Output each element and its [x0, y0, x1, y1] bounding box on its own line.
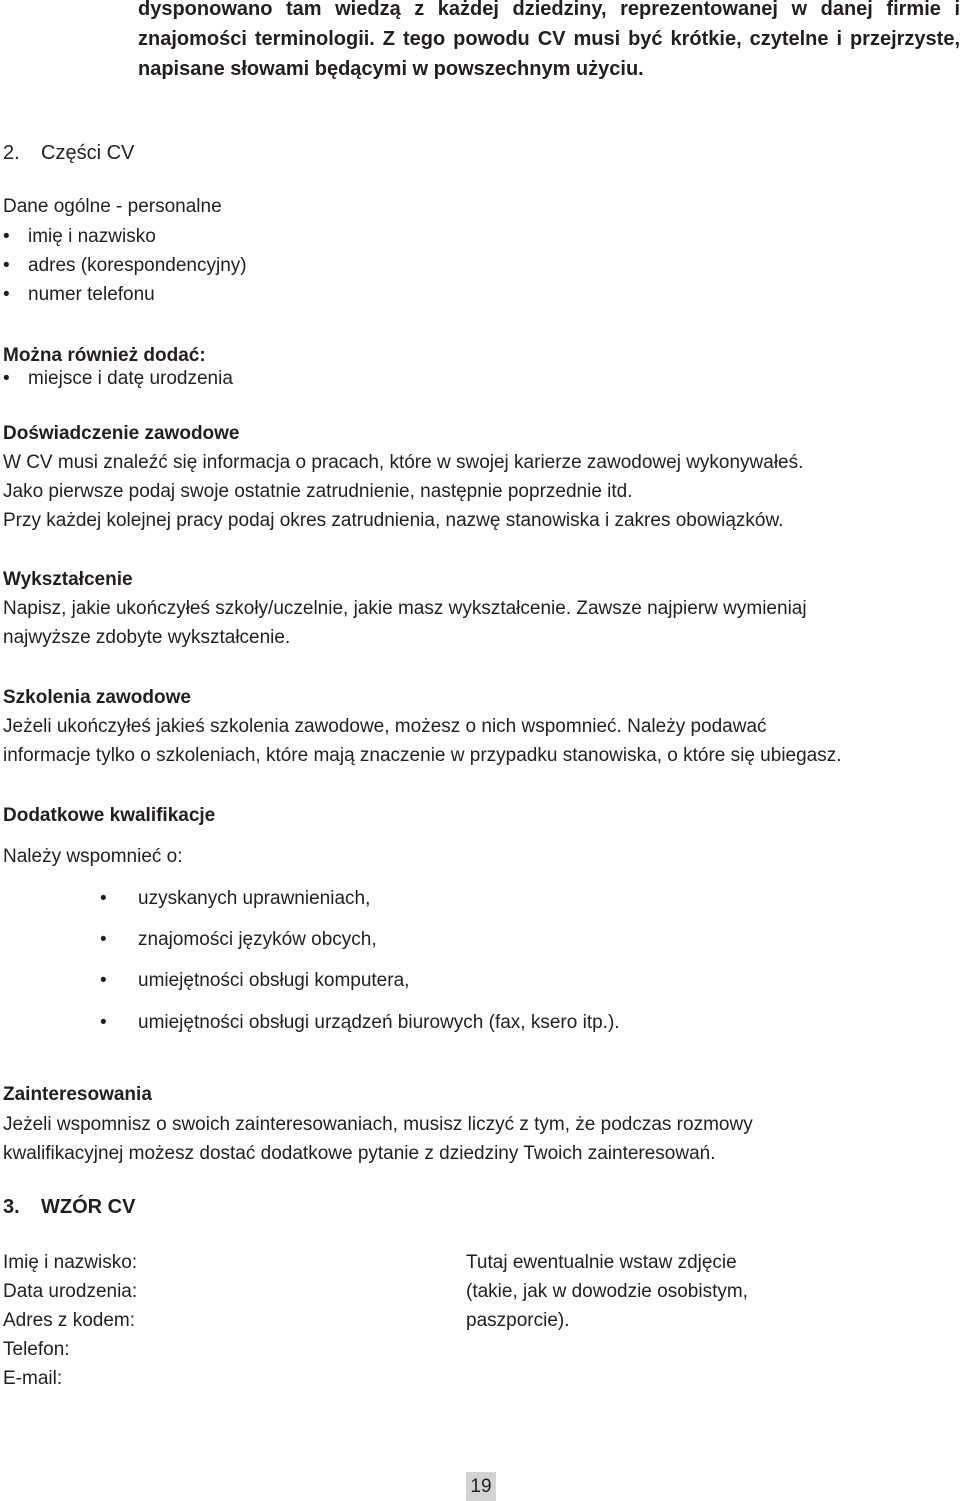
doswiadczenie-heading: Doświadczenie zawodowe	[3, 423, 240, 444]
list-item: • umiejętności obsługi urządzeń biurowych (fax, ksero itp.).	[100, 1012, 620, 1033]
intro-paragraph: dysponowano tam wiedzą z każdej dziedziny, reprezentowanej w danej firmie i znajomości terminologii. Z tego powodu CV musi być krótkie, czytelne i przejrzyste, napisane słowami będącymi w powszechnym użyciu.	[138, 0, 960, 80]
cv-field-label: Telefon:	[3, 1339, 70, 1360]
paragraph-line: Napisz, jakie ukończyłeś szkoły/uczelnie, jakie masz wykształcenie. Zawsze najpierw wymieniaj	[3, 598, 807, 619]
cv-field-label: Imię i nazwisko:	[3, 1252, 138, 1273]
szkolenia-heading: Szkolenia zawodowe	[3, 687, 191, 708]
list-item: • numer telefonu	[3, 284, 155, 305]
page-number: 19	[466, 1472, 496, 1501]
cv-field-label: Data urodzenia:	[3, 1281, 138, 1302]
paragraph-line: Jeżeli ukończyłeś jakieś szkolenia zawodowe, możesz o nich wspomnieć. Należy podawać	[3, 716, 767, 737]
list-item: • adres (korespondencyjny)	[3, 255, 247, 276]
cv-field-label: Adres z kodem:	[3, 1310, 135, 1331]
bullet: •	[3, 284, 10, 305]
mozna-heading: Można również dodać:	[3, 345, 206, 366]
paragraph-line: Jako pierwsze podaj swoje ostatnie zatrudnienie, następnie poprzednie itd.	[3, 481, 633, 502]
paragraph-line: informacje tylko o szkoleniach, które mają znaczenie w przypadku stanowiska, o które się ubiegasz.	[3, 745, 842, 766]
section-2-title: Części CV	[41, 142, 135, 164]
paragraph-line: kwalifikacyjnej możesz dostać dodatkowe pytanie z dziedziny Twoich zainteresowań.	[3, 1143, 716, 1164]
bullet: •	[3, 368, 10, 389]
paragraph-line: W CV musi znaleźć się informacja o pracach, które w swojej karierze zawodowej wykonywałeś.	[3, 452, 804, 473]
list-item: • uzyskanych uprawnieniach,	[100, 888, 371, 909]
bullet: •	[100, 1012, 107, 1033]
dodatkowe-heading: Dodatkowe kwalifikacje	[3, 805, 216, 826]
section-3-number: 3.	[3, 1196, 20, 1218]
paragraph-line: Jeżeli wspomnisz o swoich zainteresowaniach, musisz liczyć z tym, że podczas rozmowy	[3, 1114, 753, 1135]
wyksztalcenie-heading: Wykształcenie	[3, 569, 133, 590]
list-item: • umiejętności obsługi komputera,	[100, 970, 410, 991]
bullet: •	[3, 255, 10, 276]
list-item: • miejsce i datę urodzenia	[3, 368, 233, 389]
photo-note-line: paszporcie).	[466, 1310, 570, 1331]
section-2-number: 2.	[3, 142, 20, 164]
bullet: •	[3, 226, 10, 247]
bullet: •	[100, 929, 107, 950]
cv-field-label: E-mail:	[3, 1368, 63, 1389]
section-3-heading	[3, 1196, 135, 1219]
paragraph-line: Przy każdej kolejnej pracy podaj okres zatrudnienia, nazwę stanowiska i zakres obowiązków.	[3, 510, 784, 531]
bullet: •	[100, 970, 107, 991]
dodatkowe-lead: Należy wspomnieć o:	[3, 846, 183, 867]
photo-note-line: (takie, jak w dowodzie osobistym,	[466, 1281, 748, 1302]
list-item: • znajomości języków obcych,	[100, 929, 377, 950]
paragraph-line: najwyższe zdobyte wykształcenie.	[3, 627, 291, 648]
bullet: •	[100, 888, 107, 909]
list-item: • imię i nazwisko	[3, 226, 156, 247]
section-3-title: WZÓR CV	[41, 1196, 136, 1218]
section-2-heading	[3, 142, 134, 165]
photo-note-line: Tutaj ewentualnie wstaw zdjęcie	[466, 1252, 737, 1273]
zainteresowania-heading: Zainteresowania	[3, 1084, 152, 1105]
dane-heading: Dane ogólne - personalne	[3, 196, 222, 217]
